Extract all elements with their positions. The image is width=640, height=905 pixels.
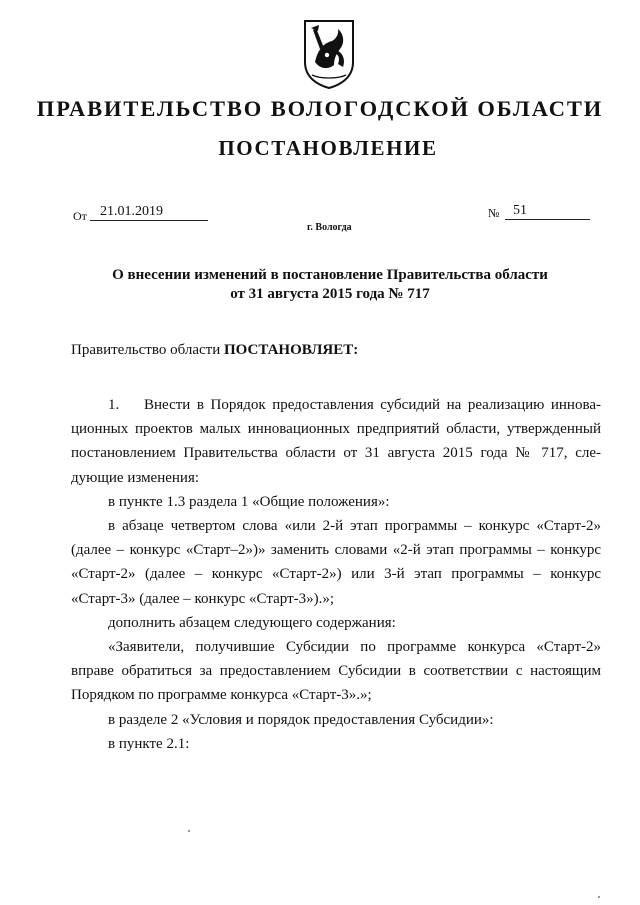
subject-line: О внесении изменений в постановление Правительства области: [112, 267, 548, 283]
document-body: [71, 393, 601, 756]
paragraph-line: «Заявители, получившие Субсидии по программе конкурса «Старт-2»: [108, 639, 601, 656]
document-subject: [60, 266, 600, 304]
date-label: От: [73, 209, 87, 223]
resolution-prefix: Правительство области: [71, 342, 224, 358]
paragraph-line: дующие изменения:: [71, 469, 200, 486]
paragraph-line: 1. Внести в Порядок предоставления субсидий на реализацию иннова-: [71, 393, 601, 417]
paragraph-line: Порядком по программе конкурса «Старт-3».»;: [71, 687, 372, 704]
resolution-statement: [71, 342, 358, 359]
government-title: ПРАВИТЕЛЬСТВО ВОЛОГОДСКОЙ ОБЛАСТИ: [36, 96, 604, 121]
paragraph-line: в разделе 2 «Условия и порядок предоставления Субсидии»:: [108, 711, 494, 728]
paragraph-line: (далее – конкурс «Старт–2»)» заменить словами «2-й этап программы – конкурс: [71, 542, 601, 559]
scan-speck: [188, 830, 190, 832]
city-label: г. Вологда: [307, 222, 352, 233]
subject-line: от 31 августа 2015 года № 717: [230, 286, 430, 302]
paragraph-line: в пункте 1.3 раздела 1 «Общие положения»:: [108, 493, 390, 510]
paragraph-line: в абзаце четвертом слова «или 2-й этап программы – конкурс «Старт-2»: [108, 518, 601, 535]
coat-of-arms-emblem: [302, 18, 356, 90]
resolution-keyword: ПОСТАНОВЛЯЕТ:: [223, 342, 359, 358]
document-date: 21.01.2019: [90, 204, 208, 221]
paragraph-line: «Старт-2» (далее – конкурс «Старт-2») или 3-й этап программы – конкурс: [71, 566, 601, 583]
paragraph-line: ционных проектов малых инновационных предприятий области, утвержденный: [71, 421, 601, 438]
document-type-title: ПОСТАНОВЛЕНИЕ: [218, 136, 438, 160]
paragraph-line: в пункте 2.1:: [108, 735, 190, 752]
paragraph-line: дополнить абзацем следующего содержания:: [108, 614, 396, 631]
scan-speck: [598, 896, 600, 898]
document-number: 51: [505, 203, 590, 220]
paragraph-line: постановлением Правительства области от 31 августа 2015 года № 717, сле-: [71, 445, 601, 462]
paragraph-line: вправе обратиться за предоставлением Субсидии в соответствии с настоящим: [71, 663, 601, 680]
paragraph-line: «Старт-3» (далее – конкурс «Старт-3»).»;: [71, 590, 335, 607]
item-number: 1.: [108, 397, 120, 413]
number-label: №: [488, 206, 500, 220]
